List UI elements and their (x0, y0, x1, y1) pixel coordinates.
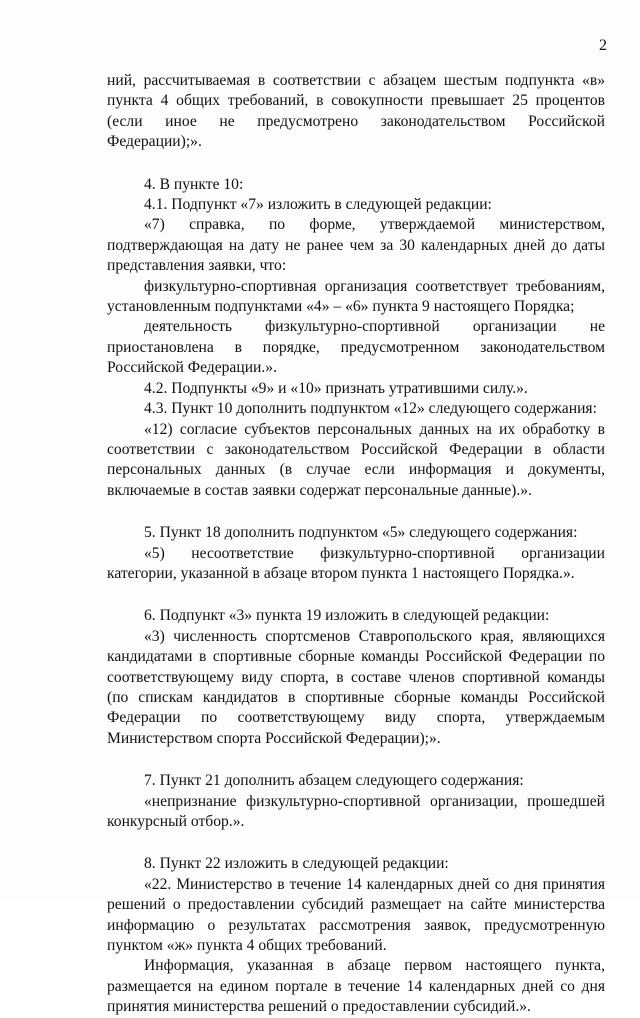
paragraph: 6. Подпункт «3» пункта 19 изложить в следующей редакции: (144, 607, 550, 625)
document-body (107, 71, 605, 1018)
paragraph: Информация, указанная в абзаце первом настоящего пункта, размещается на едином портале в течение 14 календарных дней со дня принятия министерства решений о предоставлении субсидий.». (107, 957, 605, 1016)
paragraph: 4.3. Пункт 10 дополнить подпунктом «12» следующего содержания: (144, 400, 597, 418)
page-number: 2 (599, 37, 607, 54)
paragraph: 7. Пункт 21 дополнить абзацем следующего содержания: (144, 772, 524, 790)
paragraph: 4.2. Подпункты «9» и «10» признать утратившими силу.». (144, 379, 528, 397)
paragraph: 8. Пункт 22 изложить в следующей редакции: (144, 855, 449, 873)
paragraph: «3) численность спортсменов Ставропольского края, являющихся кандидатами в спортивные сборные команды Российской Федерации по соответствующему виду спорта, в составе членов спортивной команды (по спискам кандидатов в спортивные сборные команды Российской Федерации по соответствующему виду спорта, утверждаемым Министерством спорта Российской Федерации);». (107, 627, 605, 747)
paragraph: «5) несоответствие физкультурно-спортивной организации категории, указанной в абзаце втором пункта 1 настоящего Порядка.». (107, 544, 605, 582)
paragraph: «непризнание физкультурно-спортивной организации, прошедшей конкурсный отбор.». (107, 792, 605, 830)
paragraph: деятельность физкультурно-спортивной организации не приостановлена в порядке, предусмотренном законодательством Российской Федерации.». (107, 318, 605, 377)
paragraph: ний, рассчитываемая в соответствии с абзацем шестым подпункта «в» пункта 4 общих требований, в совокупности превышает 25 процентов (если иное не предусмотрено законодательством Российской Федерации);». (107, 72, 605, 151)
paragraph: 4.1. Подпункт «7» изложить в следующей редакции: (144, 196, 492, 214)
paragraph: физкультурно-спортивная организация соответствует требованиям, установленным подпунктами «4» – «6» пункта 9 настоящего Порядка; (107, 277, 605, 316)
paragraph: «7) справка, по форме, утверждаемой министерством, подтверждающая на дату не ранее чем за 30 календарных дней до даты представления заявки, что: (107, 216, 605, 275)
paragraph: «12) согласие субъектов персональных данных на их обработку в соответствии с законодательством Российской Федерации в области персональных данных (в случае если информация и документы, включаемые в состав заявки содержат персональные данные).». (107, 420, 605, 499)
paragraph: 5. Пункт 18 дополнить подпунктом «5» следующего содержания: (144, 524, 578, 542)
paragraph: 4. В пункте 10: (144, 175, 244, 193)
paragraph: «22. Министерство в течение 14 календарных дней со дня принятия решений о предоставлении субсидий размещает на сайте министерства информацию о результатах рассмотрения заявок, предусмотренную пунктом «ж» пункта 4 общих требований. (107, 875, 605, 955)
